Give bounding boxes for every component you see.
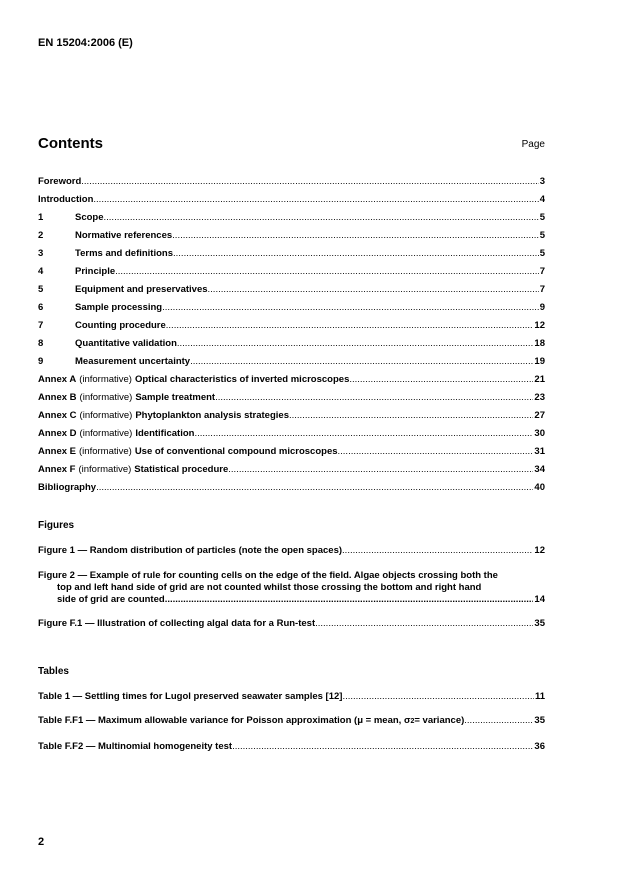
figure-page: 35 bbox=[534, 618, 545, 629]
toc-row[interactable] bbox=[38, 302, 545, 315]
figures-heading: Figures bbox=[38, 520, 75, 531]
toc-page: 18 bbox=[534, 338, 545, 349]
toc-row[interactable] bbox=[38, 212, 545, 225]
toc-number: 5 bbox=[38, 284, 44, 295]
table-label-superscript: 2 bbox=[410, 718, 415, 725]
toc-leader bbox=[115, 266, 539, 277]
toc-leader bbox=[228, 464, 533, 475]
toc-annex-type: (informative) bbox=[79, 446, 132, 457]
toc-page: 7 bbox=[539, 284, 545, 295]
toc-leader bbox=[194, 428, 533, 439]
table-label: Table F.F1 — Maximum allowable variance for Poisson approximation (μ = mean, σ bbox=[38, 715, 411, 726]
toc-row[interactable] bbox=[38, 482, 545, 495]
toc-number: 4 bbox=[38, 266, 44, 277]
toc-number: 7 bbox=[38, 320, 44, 331]
toc-label: Optical characteristics of inverted microscopes bbox=[134, 374, 350, 385]
toc-number: 1 bbox=[38, 212, 44, 223]
toc-annex-number: Annex C bbox=[38, 410, 77, 421]
toc-page: 23 bbox=[534, 392, 545, 403]
tables-heading: Tables bbox=[38, 666, 69, 677]
table-page: 36 bbox=[534, 741, 545, 752]
toc-label: Sample treatment bbox=[135, 392, 216, 403]
figure-label: Figure 1 — Random distribution of particles (note the open spaces) bbox=[38, 545, 343, 556]
toc-row[interactable] bbox=[38, 392, 545, 405]
table-page: 11 bbox=[534, 691, 545, 702]
figure-entry[interactable] bbox=[38, 618, 545, 631]
toc-label: Phytoplankton analysis strategies bbox=[135, 410, 289, 421]
toc-label: Scope bbox=[75, 212, 104, 223]
table-label-end: = variance) bbox=[414, 715, 465, 726]
table-label: Table F.F2 — Multinomial homogeneity test bbox=[38, 741, 233, 752]
toc-leader bbox=[315, 618, 533, 629]
toc-leader bbox=[464, 715, 533, 726]
toc-leader bbox=[289, 410, 533, 421]
table-entry[interactable] bbox=[38, 741, 545, 754]
toc-row[interactable] bbox=[38, 446, 545, 459]
page-column-label: Page bbox=[521, 139, 545, 150]
figure-label: Figure F.1 — Illustration of collecting algal data for a Run-test bbox=[38, 618, 316, 629]
toc-row[interactable] bbox=[38, 356, 545, 369]
toc-page: 21 bbox=[534, 374, 545, 385]
toc-annex-number: Annex E bbox=[38, 446, 77, 457]
figure-entry-multiline[interactable] bbox=[38, 570, 545, 607]
toc-row[interactable] bbox=[38, 374, 545, 387]
figure-label-line: Figure 2 — Example of rule for counting cells on the edge of the field. Algae objects crossing both the bbox=[38, 570, 498, 581]
figure-label-last-line bbox=[38, 594, 545, 607]
table-entry[interactable] bbox=[38, 691, 545, 704]
toc-leader bbox=[96, 482, 533, 493]
toc-leader bbox=[215, 392, 533, 403]
toc-leader bbox=[342, 545, 533, 556]
toc-page: 40 bbox=[534, 482, 545, 493]
toc-annex-number: Annex F bbox=[38, 464, 76, 475]
toc-label: Bibliography bbox=[38, 482, 97, 493]
toc-page: 5 bbox=[539, 248, 545, 259]
toc-page: 5 bbox=[539, 212, 545, 223]
toc-page: 34 bbox=[534, 464, 545, 475]
table-entry[interactable] bbox=[38, 715, 545, 730]
toc-label: Normative references bbox=[75, 230, 173, 241]
toc-row[interactable] bbox=[38, 194, 545, 207]
toc-annex-type: (informative) bbox=[78, 464, 132, 475]
toc-leader bbox=[177, 338, 534, 349]
toc-row[interactable] bbox=[38, 176, 545, 189]
toc-label: Foreword bbox=[38, 176, 82, 187]
toc-leader bbox=[172, 230, 539, 241]
figure-page: 12 bbox=[534, 545, 545, 556]
toc-leader bbox=[81, 176, 538, 187]
figure-entry[interactable] bbox=[38, 545, 545, 558]
toc-row[interactable] bbox=[38, 410, 545, 423]
toc-number: 9 bbox=[38, 356, 44, 367]
toc-page: 5 bbox=[539, 230, 545, 241]
toc-label: Use of conventional compound microscopes bbox=[134, 446, 338, 457]
toc-leader bbox=[208, 284, 539, 295]
toc-leader bbox=[166, 320, 534, 331]
toc-row[interactable] bbox=[38, 248, 545, 261]
figure-page: 14 bbox=[534, 594, 545, 605]
toc-number: 3 bbox=[38, 248, 44, 259]
toc-leader bbox=[93, 194, 538, 205]
toc-label: Quantitative validation bbox=[75, 338, 177, 349]
toc-page: 7 bbox=[539, 266, 545, 277]
table-label: Table 1 — Settling times for Lugol preserved seawater samples [12] bbox=[38, 691, 343, 702]
toc-row[interactable] bbox=[38, 428, 545, 441]
toc-number: 6 bbox=[38, 302, 44, 313]
toc-row[interactable] bbox=[38, 230, 545, 243]
toc-annex-number: Annex D bbox=[38, 428, 77, 439]
toc-label: Measurement uncertainty bbox=[75, 356, 191, 367]
figure-label-line: top and left hand side of grid are not counted whilst those crossing the bottom and right hand bbox=[57, 582, 482, 593]
toc-label: Counting procedure bbox=[75, 320, 166, 331]
toc-row[interactable] bbox=[38, 266, 545, 279]
toc-page: 3 bbox=[539, 176, 545, 187]
toc-leader bbox=[190, 356, 533, 367]
toc-number: 2 bbox=[38, 230, 44, 241]
toc-page: 9 bbox=[539, 302, 545, 313]
toc-leader bbox=[165, 594, 534, 606]
toc-annex-type: (informative) bbox=[79, 410, 133, 421]
toc-label: Principle bbox=[75, 266, 116, 277]
toc-page: 12 bbox=[534, 320, 545, 331]
toc-leader bbox=[349, 374, 533, 385]
contents-title: Contents bbox=[38, 135, 103, 152]
toc-page: 19 bbox=[534, 356, 545, 367]
toc-row[interactable] bbox=[38, 284, 545, 297]
toc-row[interactable] bbox=[38, 338, 545, 351]
toc-row[interactable] bbox=[38, 464, 545, 477]
toc-leader bbox=[104, 212, 539, 223]
toc-annex-number: Annex A bbox=[38, 374, 77, 385]
toc-page: 31 bbox=[534, 446, 545, 457]
toc-annex-type: (informative) bbox=[79, 392, 133, 403]
toc-leader bbox=[342, 691, 534, 702]
toc-page: 30 bbox=[534, 428, 545, 439]
toc-label: Equipment and preservatives bbox=[75, 284, 208, 295]
toc-annex-type: (informative) bbox=[79, 428, 133, 439]
table-page: 35 bbox=[534, 715, 545, 726]
figure-label: side of grid are counted bbox=[57, 594, 165, 605]
toc-label: Statistical procedure bbox=[134, 464, 229, 475]
toc-page: 27 bbox=[534, 410, 545, 421]
document-header: EN 15204:2006 (E) bbox=[38, 37, 133, 49]
toc-page: 4 bbox=[539, 194, 545, 205]
toc-label: Terms and definitions bbox=[75, 248, 174, 259]
toc-annex-number: Annex B bbox=[38, 392, 77, 403]
page-number: 2 bbox=[38, 836, 45, 848]
toc-annex-type: (informative) bbox=[79, 374, 132, 385]
toc-number: 8 bbox=[38, 338, 44, 349]
toc-leader bbox=[338, 446, 534, 457]
toc-row[interactable] bbox=[38, 320, 545, 333]
toc-leader bbox=[232, 741, 533, 752]
toc-label: Introduction bbox=[38, 194, 94, 205]
toc-leader bbox=[173, 248, 539, 259]
toc-label: Sample processing bbox=[75, 302, 163, 313]
toc-label: Identification bbox=[135, 428, 195, 439]
toc-leader bbox=[162, 302, 539, 313]
